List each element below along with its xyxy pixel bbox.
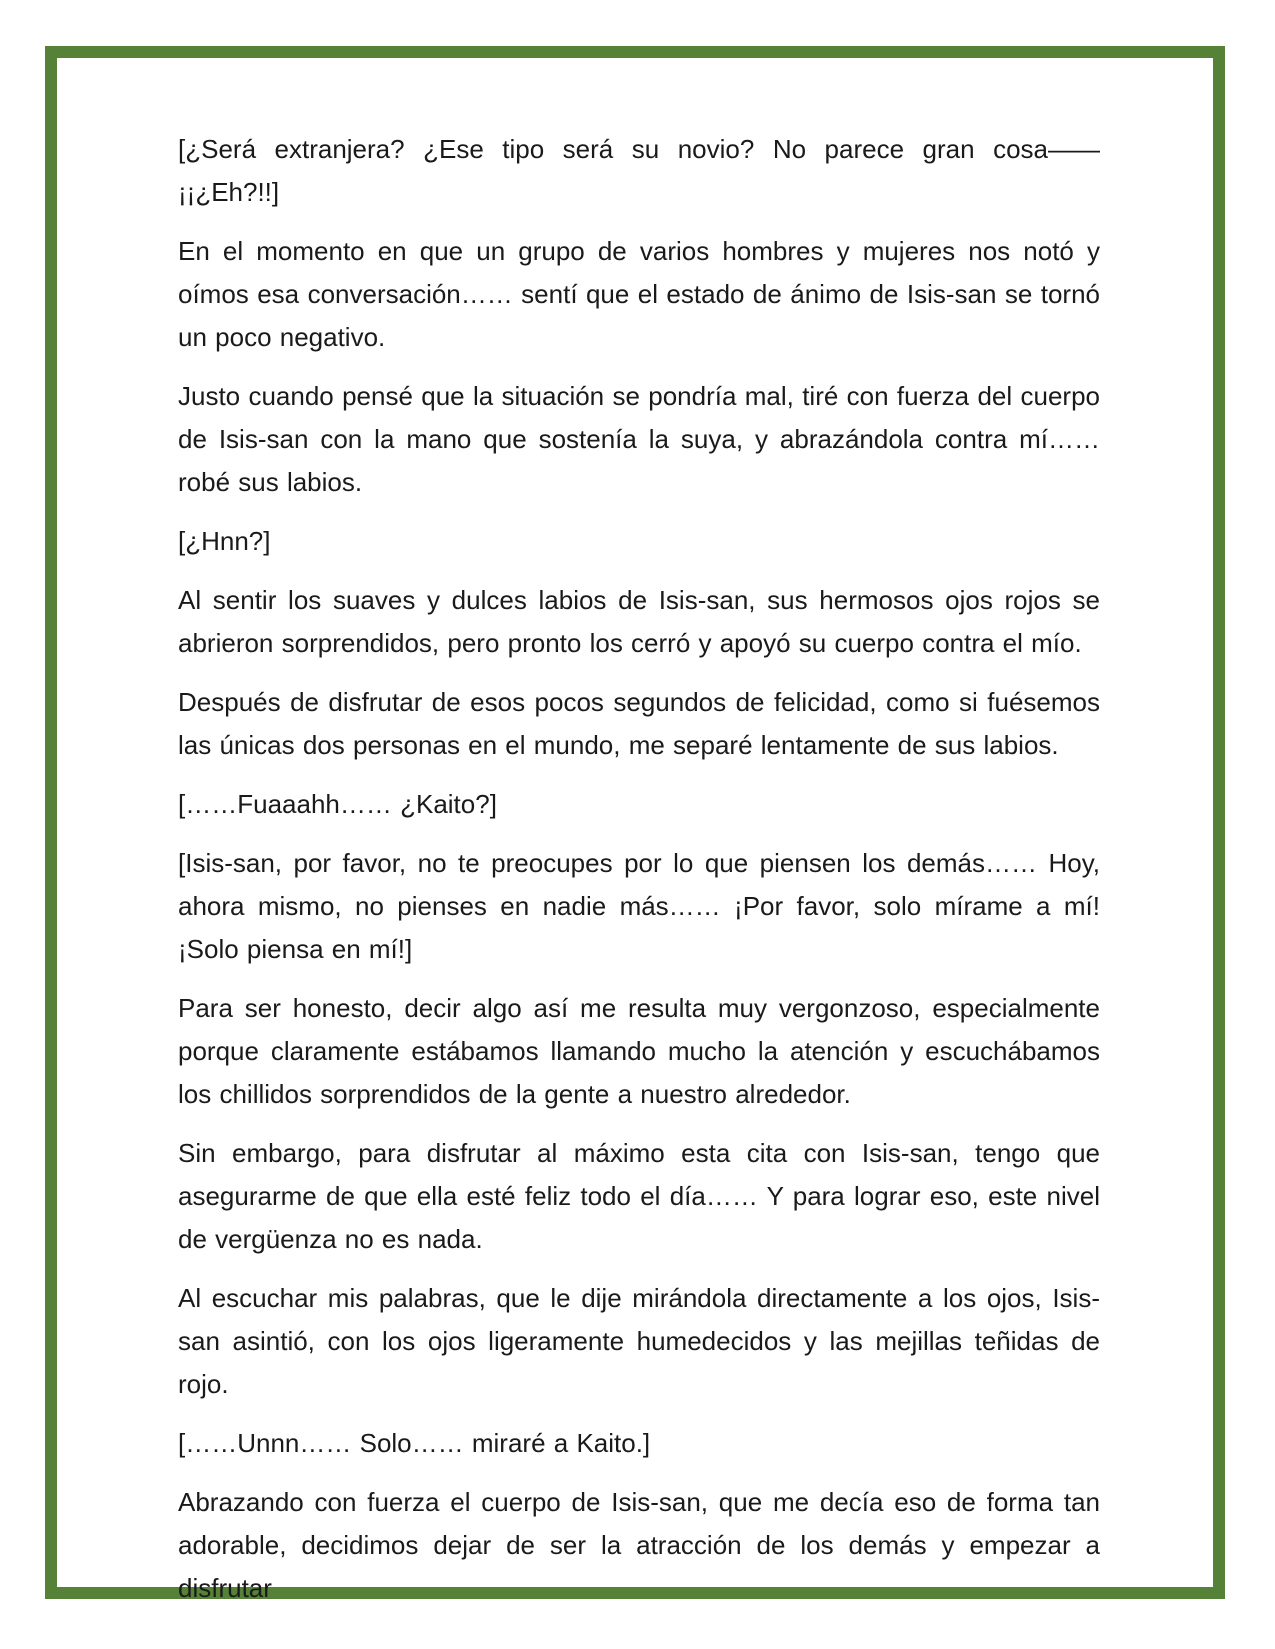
paragraph: Para ser honesto, decir algo así me resulta muy vergonzoso, especialmente porque claramente estábamos llamando mucho la atención y escuchábamos los chillidos sorprendidos de la gente a nuestro alrededor. bbox=[178, 993, 1100, 1109]
paragraph: Al escuchar mis palabras, que le dije mirándola directamente a los ojos, Isis-san asintió, con los ojos ligeramente humedecidos y las mejillas teñidas de rojo. bbox=[178, 1283, 1100, 1399]
paragraph: En el momento en que un grupo de varios hombres y mujeres nos notó y oímos esa conversación…… sentí que el estado de ánimo de Isis-san se tornó un poco negativo. bbox=[178, 236, 1100, 352]
paragraph: [……Fuaaahh…… ¿Kaito?] bbox=[178, 789, 497, 819]
paragraph: Abrazando con fuerza el cuerpo de Isis-san, que me decía eso de forma tan adorable, decidimos dejar de ser la atracción de los demás y empezar a disfrutar bbox=[178, 1487, 1100, 1603]
paragraph: [……Unnn…… Solo…… miraré a Kaito.] bbox=[178, 1428, 651, 1458]
document-body bbox=[178, 128, 1100, 1610]
document-page-frame bbox=[45, 46, 1225, 1603]
paragraph: Después de disfrutar de esos pocos segundos de felicidad, como si fuésemos las únicas dos personas en el mundo, me separé lentamente de sus labios. bbox=[178, 687, 1100, 760]
paragraph: [Isis-san, por favor, no te preocupes por lo que piensen los demás…… Hoy, ahora mismo, no pienses en nadie más…… ¡Por favor, solo mírame a mí! ¡Solo piensa en mí!] bbox=[178, 848, 1100, 964]
paragraph: Justo cuando pensé que la situación se pondría mal, tiré con fuerza del cuerpo de Isis-san con la mano que sostenía la suya, y abrazándola contra mí…… robé sus labios. bbox=[178, 381, 1100, 497]
paragraph: [¿Será extranjera? ¿Ese tipo será su novio? No parece gran cosa—— ¡¡¿Eh?!!] bbox=[178, 134, 1100, 207]
paragraph: Sin embargo, para disfrutar al máximo esta cita con Isis-san, tengo que asegurarme de que ella esté feliz todo el día…… Y para lograr eso, este nivel de vergüenza no es nada. bbox=[178, 1138, 1100, 1254]
paragraph: Al sentir los suaves y dulces labios de Isis-san, sus hermosos ojos rojos se abrieron sorprendidos, pero pronto los cerró y apoyó su cuerpo contra el mío. bbox=[178, 585, 1100, 658]
paragraph: [¿Hnn?] bbox=[178, 526, 271, 556]
